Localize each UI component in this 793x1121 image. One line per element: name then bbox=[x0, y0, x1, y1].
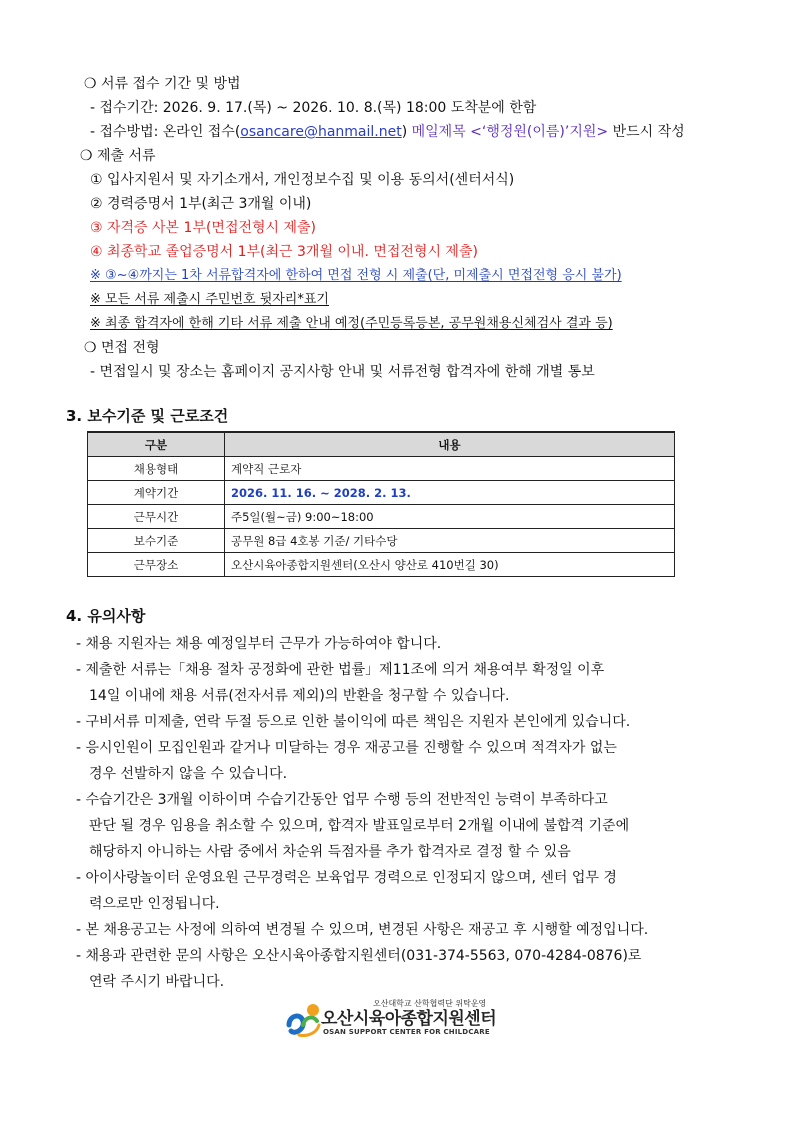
notice-line: - 채용 지원자는 채용 예정일부터 근무가 가능하여야 합니다. bbox=[76, 636, 442, 652]
row-label: 근무시간 bbox=[88, 505, 225, 529]
notice-line: - 채용과 관련한 문의 사항은 오산시육아종합지원센터(031-374-5563, 070-4284-0876)로 bbox=[76, 948, 642, 964]
document-item: ② 경력증명서 1부(최근 3개월 이내) bbox=[90, 196, 312, 212]
document-note-interview: ※ ③~④까지는 1차 서류합격자에 한하여 면접 전형 시 제출(단, 미제출시 면접전형 응시 불가) bbox=[90, 268, 622, 283]
bullet-circle: ❍ bbox=[80, 148, 93, 164]
notice-line: 력으로만 인정됩니다. bbox=[89, 896, 220, 912]
conditions-heading: 3. 보수기준 및 근로조건 bbox=[66, 407, 229, 425]
table-row bbox=[88, 481, 675, 505]
column-header: 내용 bbox=[225, 432, 675, 457]
column-header: 구분 bbox=[88, 432, 225, 457]
row-label: 채용형태 bbox=[88, 457, 225, 481]
bullet-circle: ❍ bbox=[84, 76, 97, 92]
row-label: 근무장소 bbox=[88, 553, 225, 577]
center-logo-icon bbox=[283, 1001, 323, 1041]
center-logo bbox=[283, 999, 523, 1039]
interview-detail: - 면접일시 및 장소는 홈페이지 공지사항 안내 및 서류전형 합격자에 한해 개별 통보 bbox=[90, 364, 595, 380]
row-value-contract-period: 2026. 11. 16. ~ 2028. 2. 13. bbox=[225, 481, 675, 505]
table-row bbox=[88, 553, 675, 577]
row-label: 계약기간 bbox=[88, 481, 225, 505]
notice-line: - 구비서류 미제출, 연락 두절 등으로 인한 불이익에 따른 책임은 지원자 본인에게 있습니다. bbox=[76, 714, 631, 730]
notice-line: 연락 주시기 바랍니다. bbox=[89, 974, 225, 990]
document-item-highlight: ③ 자격증 사본 1부(면접전형시 제출) bbox=[90, 220, 316, 236]
email-link[interactable]: osancare@hanmail.net bbox=[240, 124, 402, 140]
row-value: 주5일(월~금) 9:00~18:00 bbox=[225, 505, 675, 529]
row-value: 오산시육아종합지원센터(오산시 양산로 410번길 30) bbox=[225, 553, 675, 577]
notices-heading: 4. 유의사항 bbox=[66, 607, 146, 625]
notice-line: - 수습기간은 3개월 이하이며 수습기간동안 업무 수행 등의 전반적인 능력이 부족하다고 bbox=[76, 792, 608, 808]
row-value: 공무원 8급 4호봉 기준/ 기타수당 bbox=[225, 529, 675, 553]
bullet-circle: ❍ bbox=[84, 340, 97, 356]
notice-line: - 아이사랑놀이터 운영요원 근무경력은 보육업무 경력으로 인정되지 않으며, 센터 업무 경 bbox=[76, 870, 617, 886]
document-item-highlight: ④ 최종학교 졸업증명서 1부(최근 3개월 이내. 면접전형시 제출) bbox=[90, 244, 478, 260]
document-item: ① 입사지원서 및 자기소개서, 개인정보수집 및 이용 동의서(센터서식) bbox=[90, 172, 515, 188]
conditions-table bbox=[87, 431, 675, 577]
subject-rule: 메일제목 <‘행정원(이름)’지원> bbox=[411, 124, 609, 140]
submission-method: - 접수방법: 온라인 접수(osancare@hanmail.net) 메일제목 <‘행정원(이름)’지원> 반드시 작성 bbox=[90, 124, 685, 140]
notice-line: 경우 선발하지 않을 수 있습니다. bbox=[89, 766, 288, 782]
table-row bbox=[88, 505, 675, 529]
table-row bbox=[88, 457, 675, 481]
notice-line: - 제출한 서류는「채용 절차 공정화에 관한 법률」제11조에 의거 채용여부 확정일 이후 bbox=[76, 662, 605, 678]
document-note-final: ※ 최종 합격자에 한해 기타 서류 제출 안내 예정(주민등록등본, 공무원채용신체검사 결과 등) bbox=[90, 316, 613, 331]
notice-line: 판단 될 경우 임용을 취소할 수 있으며, 합격자 발표일로부터 2개월 이내에 불합격 기준에 bbox=[89, 818, 630, 834]
notice-line: 14일 이내에 채용 서류(전자서류 제외)의 반환을 청구할 수 있습니다. bbox=[89, 688, 510, 704]
row-label: 보수기준 bbox=[88, 529, 225, 553]
table-row bbox=[88, 529, 675, 553]
logo-subtitle: 오산대학교 산학협력단 위탁운영 bbox=[373, 999, 487, 1008]
row-value: 계약직 근로자 bbox=[225, 457, 675, 481]
document-note-id: ※ 모든 서류 제출시 주민번호 뒷자리*표기 bbox=[90, 292, 329, 307]
interview-title: ❍ 면접 전형 bbox=[84, 340, 160, 356]
submission-period: - 접수기간: 2026. 9. 17.(목) ~ 2026. 10. 8.(목) 18:00 도착분에 한함 bbox=[90, 100, 537, 116]
notice-line: - 응시인원이 모집인원과 같거나 미달하는 경우 재공고를 진행할 수 있으며 적격자가 없는 bbox=[76, 740, 617, 756]
logo-english-name: OSAN SUPPORT CENTER FOR CHILDCARE bbox=[323, 1028, 490, 1036]
documents-title: ❍ 제출 서류 bbox=[80, 148, 156, 164]
notice-line: 해당하지 아니하는 사람 중에서 차순위 득점자를 추가 합격자로 결정 할 수 있음 bbox=[89, 844, 571, 860]
logo-name: 오산시육아종합지원센터 bbox=[321, 1009, 497, 1029]
notice-line: - 본 채용공고는 사정에 의하여 변경될 수 있으며, 변경된 사항은 재공고 후 시행할 예정입니다. bbox=[76, 922, 649, 938]
submission-title: ❍ 서류 접수 기간 및 방법 bbox=[84, 76, 241, 92]
